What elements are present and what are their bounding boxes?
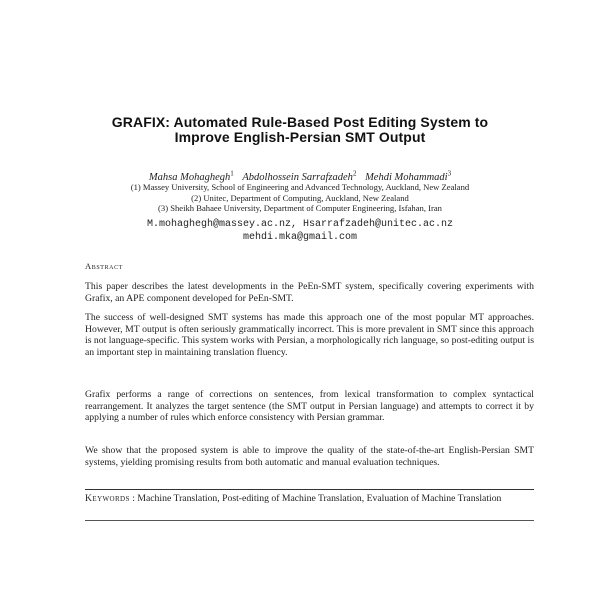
abstract-paragraph-4: We show that the proposed system is able to improve the quality of the state-of-the-art English-Persian SMT systems, yielding promising results from both automatic and manual evaluation techniques. [85, 445, 534, 468]
author-3 [365, 169, 452, 183]
affiliation-2: (2) Unitec, Department of Computing, Auckland, New Zealand [191, 192, 409, 203]
email-line-1: M.mohaghegh@massey.ac.nz, Hsarrafzadeh@unitec.ac.nz [146, 219, 454, 230]
author-1 [148, 169, 234, 183]
keywords-bottom-rule [85, 520, 534, 521]
paper-title [60, 115, 540, 145]
keywords-top-rule [85, 489, 534, 490]
author-affiliation-mark: 3 [447, 169, 452, 177]
email-line-2: mehdi.mka@gmail.com [242, 231, 358, 243]
affiliation-list [60, 182, 540, 214]
author-affiliation-mark: 2 [352, 169, 357, 177]
paper-title-line-1: GRAFIX: Automated Rule-Based Post Editing System to [111, 114, 489, 130]
author-name: Abdolhossein Sarrafzadeh [242, 171, 353, 183]
author-2 [242, 169, 357, 183]
author-affiliation-mark: 1 [230, 169, 234, 177]
affiliation-3: (3) Sheikh Bahaee University, Department of Computer Engineering, Isfahan, Iran [158, 203, 442, 214]
author-name: Mehdi Mohammadi [365, 171, 448, 183]
abstract-paragraph-3: Grafix performs a range of corrections on sentences, from lexical transformation to complex syntactical rearrangement. It analyzes the target sentence (the SMT output in Persian language) and attempts to correct it by applying a number of rules which enforce consistency with Persian grammar. [85, 389, 534, 424]
abstract-paragraph-1: This paper describes the latest developments in the PeEn-SMT system, specifically covering experiments with Grafix, an APE component developed for PeEn-SMT. [85, 281, 534, 304]
keywords-text: : Machine Translation, Post-editing of Machine Translation, Evaluation of Machine Translation [129, 493, 502, 504]
abstract-heading: Abstract [85, 261, 123, 271]
keywords-block [85, 493, 534, 505]
author-emails [60, 219, 540, 244]
abstract-paragraph-2: The success of well-designed SMT systems has made this approach one of the most popular MT approaches. However, MT output is often seriously grammatically incorrect. This is more prevalent in SMT since this approach is not language-specific. This system works with Persian, a morphologically rich language, so post-editing output is an important step in maintaining translation fluency. [85, 312, 534, 358]
author-name: Mahsa Mohaghegh [148, 171, 231, 183]
paper-title-line-2: Improve English-Persian SMT Output [174, 129, 426, 145]
keywords-label: Keywords [85, 493, 130, 504]
affiliation-1: (1) Massey University, School of Engineering and Advanced Technology, Auckland, New Zealand [130, 182, 470, 192]
